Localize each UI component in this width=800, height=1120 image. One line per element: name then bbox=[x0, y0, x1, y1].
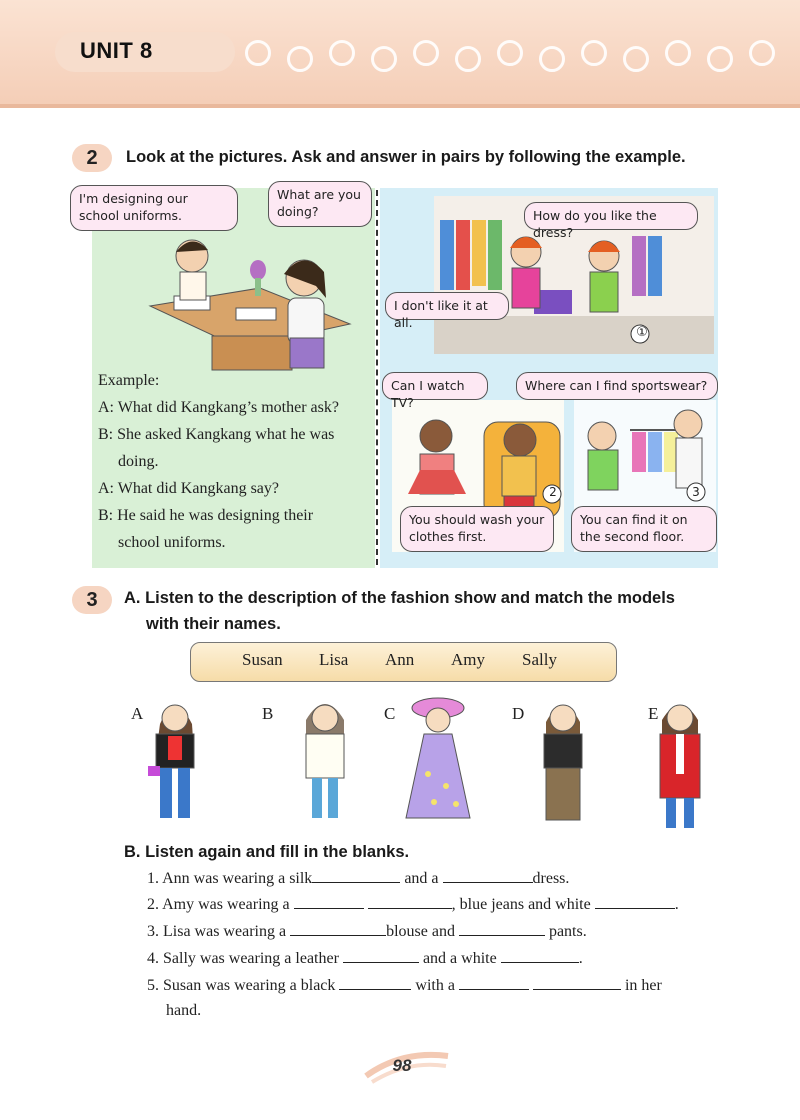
header-ring bbox=[371, 46, 397, 72]
blank-2a[interactable] bbox=[294, 894, 364, 909]
speech-bubble-wash: You should wash your clothes first. bbox=[400, 506, 554, 552]
fill-sentence-1 bbox=[147, 868, 569, 888]
sentence-2-part-c: . bbox=[674, 896, 679, 913]
speech-bubble-like-dress: How do you like the dress? bbox=[524, 202, 698, 230]
blank-2b[interactable] bbox=[368, 894, 452, 909]
sentence-4-part-b: and a white bbox=[422, 950, 497, 967]
example-line-5: B: He said he was designing their bbox=[98, 507, 314, 524]
model-d-figure bbox=[528, 694, 598, 834]
speech-bubble-dont-like: I don't like it at all. bbox=[385, 292, 509, 320]
name-lisa: Lisa bbox=[319, 650, 349, 669]
blank-4b[interactable] bbox=[501, 948, 579, 963]
section-3-badge: 3 bbox=[72, 586, 112, 614]
header-ring bbox=[707, 46, 733, 72]
scene-number-2: 2 bbox=[549, 485, 557, 499]
header-ring bbox=[581, 40, 607, 66]
blank-2c[interactable] bbox=[595, 894, 675, 909]
sentence-5-part-b: with a bbox=[415, 977, 455, 994]
header-ring bbox=[665, 40, 691, 66]
header-ring bbox=[455, 46, 481, 72]
speech-bubble-designing: I'm designing our school uniforms. bbox=[70, 185, 238, 231]
blank-5a[interactable] bbox=[339, 975, 411, 990]
speech-bubble-what-doing: What are you doing? bbox=[268, 181, 372, 227]
blank-1a[interactable] bbox=[312, 868, 400, 883]
sentence-5-part-c: in her bbox=[624, 977, 662, 994]
model-label-a: A bbox=[131, 704, 144, 723]
fill-sentence-4 bbox=[147, 948, 583, 968]
blank-5c[interactable] bbox=[533, 975, 621, 990]
fill-sentence-3 bbox=[147, 921, 587, 941]
name-sally: Sally bbox=[522, 650, 557, 669]
example-line-3: doing. bbox=[118, 453, 159, 470]
section-3a-instruction-line-1: A. Listen to the description of the fashion show and match the models bbox=[124, 589, 675, 607]
kangkang-illustration bbox=[140, 226, 370, 372]
section-3b-instruction: B. Listen again and fill in the blanks. bbox=[124, 843, 410, 861]
sentence-2-part-a: 2. Amy was wearing a bbox=[147, 896, 290, 913]
header-ring bbox=[329, 40, 355, 66]
speech-bubble-sportswear: Where can I find sportswear? bbox=[516, 372, 718, 400]
sentence-4-part-a: 4. Sally was wearing a leather bbox=[147, 950, 339, 967]
blank-3a[interactable] bbox=[290, 921, 386, 936]
section-3a-instruction-line-2: with their names. bbox=[146, 615, 281, 633]
section-2-instruction: Look at the pictures. Ask and answer in pairs by following the example. bbox=[126, 148, 686, 166]
header-ring bbox=[287, 46, 313, 72]
sentence-1-part-a: 1. Ann was wearing a silk bbox=[147, 870, 313, 887]
fill-sentence-5 bbox=[147, 975, 662, 995]
header-ring bbox=[413, 40, 439, 66]
header-ring bbox=[749, 40, 775, 66]
sentence-1-part-b: and a bbox=[404, 870, 439, 887]
example-line-2: B: She asked Kangkang what he was bbox=[98, 426, 335, 443]
header-ring bbox=[539, 46, 565, 72]
example-line-4: A: What did Kangkang say? bbox=[98, 480, 279, 497]
model-b-figure bbox=[290, 694, 360, 834]
fill-sentence-5-cont: hand. bbox=[166, 1002, 202, 1019]
blank-5b[interactable] bbox=[459, 975, 529, 990]
sentence-3-part-b: blouse and bbox=[386, 923, 455, 940]
scene-number-1: ① bbox=[636, 325, 648, 340]
header-ring bbox=[497, 40, 523, 66]
example-line-6: school uniforms. bbox=[118, 534, 226, 551]
fill-sentence-2 bbox=[147, 894, 679, 914]
model-a-figure bbox=[140, 694, 210, 834]
scene-number-3: 3 bbox=[692, 485, 700, 499]
header-ring bbox=[245, 40, 271, 66]
sentence-5-part-a: 5. Susan was wearing a black bbox=[147, 977, 336, 994]
model-label-c: C bbox=[384, 704, 396, 723]
panel-divider bbox=[376, 190, 378, 565]
blank-1b[interactable] bbox=[443, 868, 533, 883]
name-ann: Ann bbox=[385, 650, 415, 669]
header-divider bbox=[0, 104, 800, 108]
example-label: Example: bbox=[98, 372, 160, 389]
speech-bubble-second-floor: You can find it on the second floor. bbox=[571, 506, 717, 552]
header-ring bbox=[623, 46, 649, 72]
blank-3b[interactable] bbox=[459, 921, 545, 936]
example-line-1: A: What did Kangkang’s mother ask? bbox=[98, 399, 339, 416]
model-label-d: D bbox=[512, 704, 525, 723]
unit-title: UNIT 8 bbox=[80, 38, 153, 63]
sentence-2-part-b: , blue jeans and white bbox=[451, 896, 591, 913]
sentence-3-part-a: 3. Lisa was wearing a bbox=[147, 923, 287, 940]
model-c-figure bbox=[398, 694, 478, 834]
model-label-b: B bbox=[262, 704, 274, 723]
sentence-4-part-c: . bbox=[578, 950, 583, 967]
blank-4a[interactable] bbox=[343, 948, 419, 963]
name-susan: Susan bbox=[242, 650, 283, 669]
model-e-figure bbox=[640, 694, 720, 834]
page-number: 98 bbox=[392, 1056, 412, 1075]
model-label-e: E bbox=[648, 704, 659, 723]
sentence-3-part-c: pants. bbox=[548, 923, 587, 940]
section-2-badge: 2 bbox=[72, 144, 112, 172]
name-amy: Amy bbox=[451, 650, 485, 669]
sentence-1-part-c: dress. bbox=[532, 870, 570, 887]
speech-bubble-watch-tv: Can I watch TV? bbox=[382, 372, 488, 400]
